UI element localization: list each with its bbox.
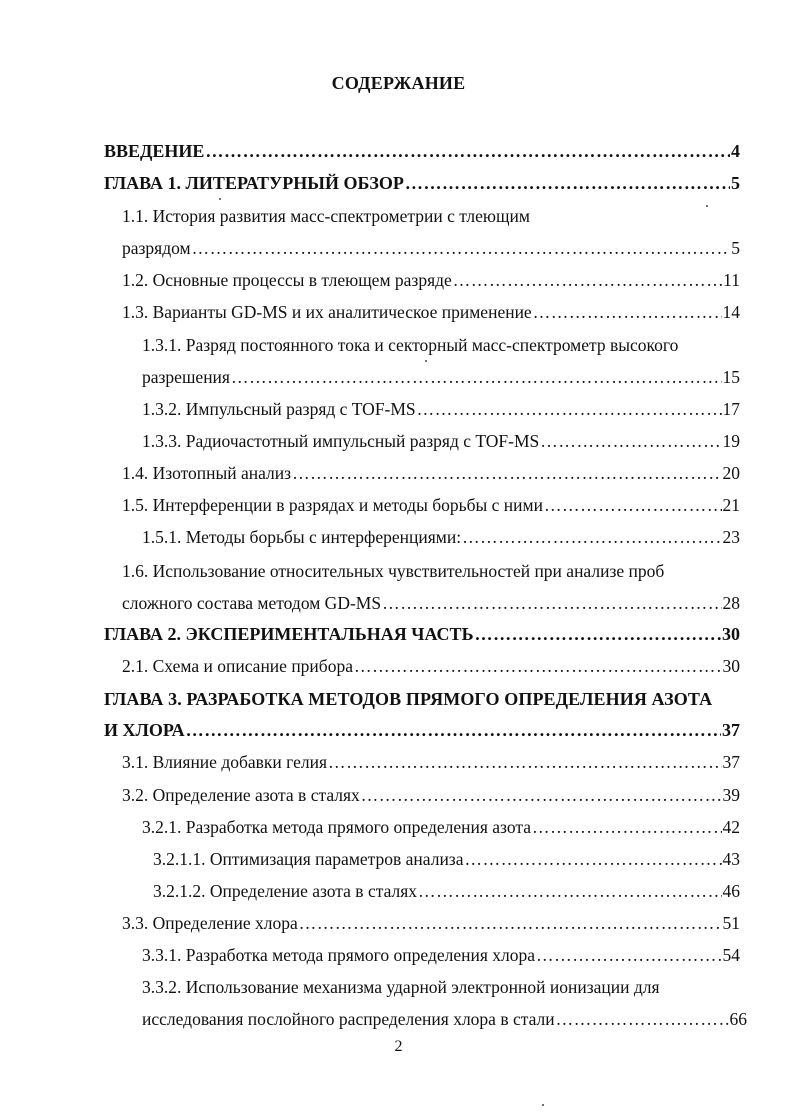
toc-entry-3-3[interactable]: [122, 912, 740, 934]
toc-leader-dots: [474, 623, 721, 645]
toc-entry-1-3[interactable]: [122, 301, 740, 323]
toc-entry-1-4[interactable]: [122, 462, 740, 484]
toc-entry-1-6[interactable]: [122, 592, 740, 614]
toc-entry-page: 28: [722, 593, 740, 613]
toc-entry-chapter-2[interactable]: [104, 623, 740, 645]
toc-entry-3-2[interactable]: [122, 784, 740, 806]
toc-entry-text: разрядом: [122, 238, 191, 258]
toc-entry-1-5-1[interactable]: [142, 526, 740, 548]
toc-entry-3-3-2-line1[interactable]: 3.3.2. Использование механизма ударной электронной ионизации для: [142, 977, 660, 997]
toc-entry-1-5[interactable]: [122, 494, 740, 516]
toc-entry-3-2-1-2[interactable]: [153, 880, 740, 902]
toc-entry-1-1-line1[interactable]: 1.1. История развития масс-спектрометрии с тлеющим: [122, 206, 530, 226]
toc-entry-1-3-1-line1[interactable]: 1.3.1. Разряд постоянного тока и секторный масс-спектрометр высокого: [142, 335, 679, 355]
toc-entry-text: сложного состава методом GD-MS: [122, 593, 382, 613]
toc-entry-3-3-1[interactable]: [142, 944, 740, 966]
toc-entry-text: разрешения: [142, 367, 230, 387]
toc-entry-text: 1.4. Изотопный анализ: [122, 463, 292, 483]
toc-entry-text: 3.3. Определение хлора: [122, 913, 298, 933]
toc-leader-dots: [417, 398, 722, 420]
toc-entry-page: 14: [722, 302, 740, 322]
toc-entry-text: 1.2. Основные процессы в тлеющем разряде: [122, 270, 452, 290]
toc-entry-page: 19: [722, 431, 740, 451]
toc-leader-dots: [544, 494, 722, 516]
toc-leader-dots: [192, 237, 731, 259]
toc-entry-1-3-2[interactable]: [142, 398, 740, 420]
toc-entry-1-2[interactable]: [122, 269, 740, 291]
toc-entry-text: ГЛАВА 1. ЛИТЕРАТУРНЫЙ ОБЗОР: [104, 173, 404, 193]
toc-entry-page: 11: [723, 270, 740, 290]
toc-entry-text: ВВЕДЕНИЕ: [104, 141, 205, 161]
toc-entry-chapter-3-line1[interactable]: ГЛАВА 3. РАЗРАБОТКА МЕТОДОВ ПРЯМОГО ОПРЕДЕЛЕНИЯ АЗОТА: [104, 689, 713, 709]
toc-entry-3-2-1[interactable]: [142, 816, 740, 838]
toc-entry-chapter-1[interactable]: [104, 172, 740, 194]
scan-speck: [706, 205, 708, 207]
toc-entry-page: 30: [722, 656, 740, 676]
toc-entry-page: 4: [731, 141, 740, 161]
toc-entry-text: 3.3.1. Разработка метода прямого определения хлора: [142, 945, 536, 965]
toc-entry-1-3-3[interactable]: [142, 430, 740, 452]
toc-entry-page: 23: [722, 527, 740, 547]
toc-leader-dots: [328, 751, 721, 773]
page-title: СОДЕРЖАНИЕ: [331, 73, 466, 93]
toc-entry-page: 43: [722, 849, 740, 869]
toc-leader-dots: [382, 592, 721, 614]
page-number: 2: [394, 1038, 403, 1055]
toc-entry-3-2-1-1[interactable]: [153, 848, 740, 870]
toc-entry-text: 3.2. Определение азота в сталях: [122, 785, 360, 805]
toc-leader-dots: [292, 462, 721, 484]
toc-entry-1-6-line1[interactable]: 1.6. Использование относительных чувствительностей при анализе проб: [122, 561, 665, 581]
toc-entry-page: 42: [722, 817, 740, 837]
toc-entry-3-3-2[interactable]: [142, 1008, 747, 1030]
toc-entry-page: 66: [729, 1009, 747, 1029]
toc-entry-page: 51: [722, 913, 740, 933]
toc-entry-page: 21: [722, 495, 740, 515]
toc-entry-page: 39: [722, 785, 740, 805]
toc-entry-text: 3.2.1.2. Определение азота в сталях: [153, 881, 418, 901]
toc-entry-page: 20: [722, 463, 740, 483]
toc-entry-2-1[interactable]: [122, 655, 740, 677]
toc-entry-text: 1.3.3. Радиочастотный импульсный разряд с TOF-MS: [142, 431, 540, 451]
toc-entry-introduction[interactable]: [104, 140, 740, 162]
toc-entry-1-3-1[interactable]: [142, 366, 740, 388]
toc-leader-dots: [465, 848, 722, 870]
toc-entry-text: 1.5. Интерференции в разрядах и методы борьбы с ними: [122, 495, 543, 515]
toc-entry-text: 1.3. Варианты GD-MS и их аналитическое применение: [122, 302, 532, 322]
toc-entry-text: И ХЛОРА: [104, 720, 185, 740]
toc-leader-dots: [205, 140, 730, 162]
toc-entry-3-1[interactable]: [122, 751, 740, 773]
toc-leader-dots: [453, 269, 722, 291]
toc-leader-dots: [361, 784, 722, 806]
toc-entry-page: 17: [722, 399, 740, 419]
toc-entry-text: 1.3.2. Импульсный разряд с TOF-MS: [142, 399, 416, 419]
toc-entry-page: 54: [722, 945, 740, 965]
toc-leader-dots: [462, 526, 721, 548]
toc-entry-text: 1.5.1. Методы борьбы с интерференциями:: [142, 527, 462, 547]
toc-leader-dots: [405, 172, 730, 194]
toc-leader-dots: [418, 880, 721, 902]
toc-leader-dots: [536, 944, 721, 966]
toc-leader-dots: [354, 655, 722, 677]
toc-leader-dots: [556, 1008, 729, 1030]
toc-entry-text: 3.2.1.1. Оптимизация параметров анализа: [153, 849, 464, 869]
toc-entry-page: 37: [722, 720, 740, 740]
toc-entry-page: 30: [722, 624, 740, 644]
toc-entry-text: ГЛАВА 2. ЭКСПЕРИМЕНТАЛЬНАЯ ЧАСТЬ: [104, 624, 474, 644]
toc-entry-page: 46: [722, 881, 740, 901]
scan-speck: [542, 1104, 544, 1106]
toc-leader-dots: [533, 301, 722, 323]
toc-entry-page: 15: [722, 367, 740, 387]
toc-leader-dots: [299, 912, 722, 934]
scan-speck: [219, 198, 221, 200]
scan-speck: [425, 360, 427, 362]
toc-entry-text: 3.1. Влияние добавки гелия: [122, 752, 328, 772]
toc-entry-text: исследования послойного распределения хлора в стали: [142, 1009, 555, 1029]
toc-entry-text: 3.2.1. Разработка метода прямого определения азота: [142, 817, 531, 837]
toc-entry-1-1[interactable]: [122, 237, 740, 259]
toc-leader-dots: [186, 719, 721, 741]
toc-entry-page: 5: [731, 173, 740, 193]
toc-entry-chapter-3[interactable]: [104, 719, 740, 741]
toc-leader-dots: [532, 816, 722, 838]
toc-leader-dots: [540, 430, 721, 452]
toc-entry-page: 5: [731, 238, 740, 258]
toc-entry-page: 37: [722, 752, 740, 772]
toc-entry-text: 2.1. Схема и описание прибора: [122, 656, 353, 676]
toc-leader-dots: [231, 366, 722, 388]
